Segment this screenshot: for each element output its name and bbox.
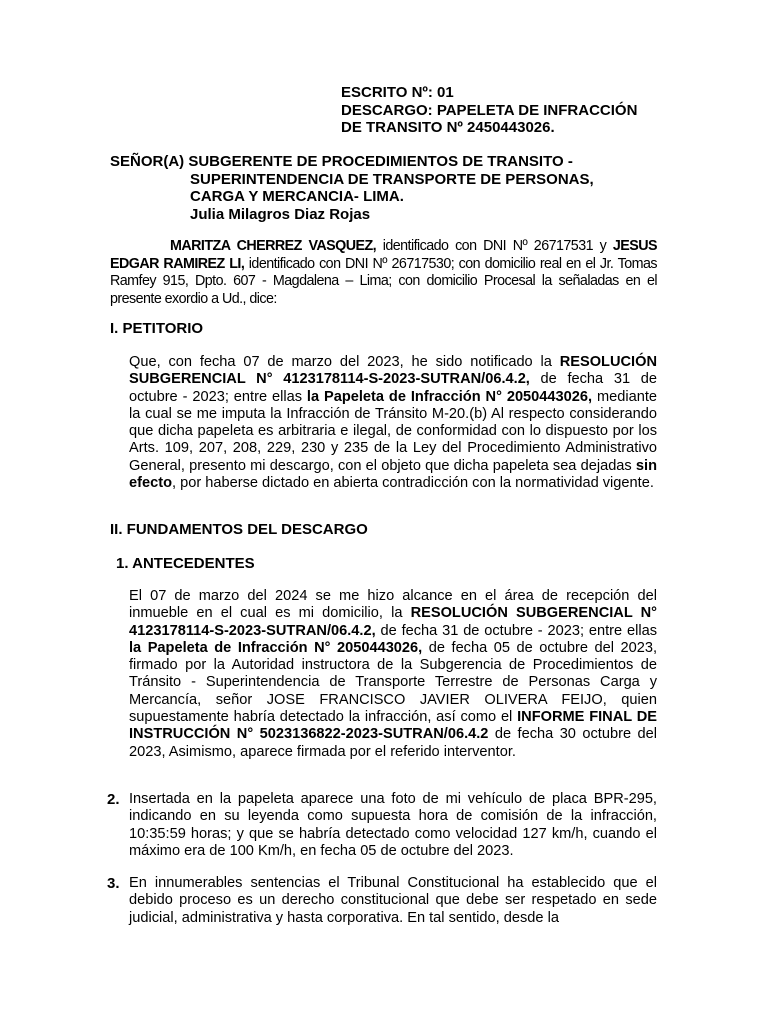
addressee-line-1: SEÑOR(A) SUBGERENTE DE PROCEDIMIENTOS DE TRANSITO - [110, 153, 573, 170]
antecedentes-heading: 1. ANTECEDENTES [116, 555, 255, 572]
addressee-line-2: SUPERINTENDENCIA DE TRANSPORTE DE PERSONAS, [190, 170, 594, 188]
addressee-name: Julia Milagros Diaz Rojas [190, 205, 371, 223]
descargo-title: DESCARGO: PAPELETA DE INFRACCIÓN [341, 101, 638, 119]
papeleta-reference: la Papeleta de Infracción N° 2050443026, [306, 388, 593, 405]
item-2-paragraph: Insertada en la papeleta aparece una foto de mi vehículo de placa BPR-295, indicando en su leyenda como supuesta hora de comisión de la infracción, 10:35:59 horas; y que se habría detectado como velocidad 127 km/h, cuando el máximo era de 100 Km/h, en fecha 05 de octubre del 2023. [129, 791, 657, 859]
resolucion-reference-2: RESOLUCIÓN SUBGERENCIAL N° 4123178114-S-2023-SUTRAN/06.4.2, [129, 605, 657, 639]
item-3-paragraph: En innumerables sentencias el Tribunal Constitucional ha establecido que el debido proceso es un derecho constitucional que debe ser respetado en sede judicial, administrativa y hasta corporativa. En tal sentido, desde la [129, 875, 657, 926]
applicant-name-2: JESUS EDGAR RAMIREZ LI, [110, 238, 658, 272]
intro-paragraph: MARITZA CHERREZ VASQUEZ, identificado con DNI Nº 26717531 y JESUS EDGAR RAMIREZ LI, identificado con DNI Nº 26717530; con domicilio real en el Jr. Tomas Ramfey 915, Dpto. 607 - Magdalena – Lima; con domicilio Procesal la señaladas en el presente exordio a Ud., dice: [110, 238, 658, 307]
informe-reference: INFORME FINAL DE INSTRUCCIÓN N° 5023136822-2023-SUTRAN/06.4.2 [129, 709, 657, 743]
item-2-number: 2. [107, 791, 120, 808]
escrito-number: ESCRITO Nº: 01 [341, 84, 454, 101]
petitorio-paragraph: Que, con fecha 07 de marzo del 2023, he sido notificado la RESOLUCIÓN SUBGERENCIAL N° 4123178114-S-2023-SUTRAN/06.4.2, de fecha 31 de octubre - 2023; entre ellas la Papeleta de Infracción N° 2050443026, mediante la cual se me imputa la Infracción de Tránsito M-20.(b) Al respecto considerando que dicha papeleta es arbitraria e ilegal, de conformidad con lo dispuesto por los Arts. 109, 207, 208, 229, 230 y 235 de la Ley del Procedimiento Administrativo General, presento mi descargo, con el objeto que dicha papeleta sea dejadas sin efecto, por haberse dictado en abierta contradicción con la normatividad vigente. [129, 354, 657, 492]
petitorio-heading: I. PETITORIO [110, 320, 204, 337]
applicant-name-1: MARITZA CHERREZ VASQUEZ, [170, 238, 377, 254]
resolucion-reference: RESOLUCIÓN SUBGERENCIAL N° 4123178114-S-2023-SUTRAN/06.4.2, [129, 354, 657, 388]
fundamentos-heading: II. FUNDAMENTOS DEL DESCARGO [110, 521, 368, 538]
antecedentes-paragraph: El 07 de marzo del 2024 se me hizo alcance en el área de recepción del inmueble en el cual es mi domicilio, la RESOLUCIÓN SUBGERENCIAL N° 4123178114-S-2023-SUTRAN/06.4.2, de fecha 31 de octubre - 2023; entre ellas la Papeleta de Infracción N° 2050443026, de fecha 05 de octubre del 2023, firmado por la Autoridad instructora de la Subgerencia de Procedimientos de Tránsito - Superintendencia de Transporte Terrestre de Personas Carga y Mercancía, señor JOSE FRANCISCO JAVIER OLIVERA FEIJO, quien supuestamente habría detectado la infracción, así como el INFORME FINAL DE INSTRUCCIÓN N° 5023136822-2023-SUTRAN/06.4.2 de fecha 30 octubre del 2023, Asimismo, aparece firmada por el referido interventor. [129, 588, 657, 760]
sin-efecto-text: sin efecto [129, 457, 657, 492]
addressee-line-3: CARGA Y MERCANCIA- LIMA. [190, 188, 404, 205]
document-header [341, 84, 637, 137]
item-3-number: 3. [107, 875, 120, 892]
addressee-block [110, 153, 594, 223]
papeleta-number: DE TRANSITO Nº 2450443026. [341, 119, 555, 136]
papeleta-reference-2: la Papeleta de Infracción N° 2050443026, [129, 639, 423, 656]
